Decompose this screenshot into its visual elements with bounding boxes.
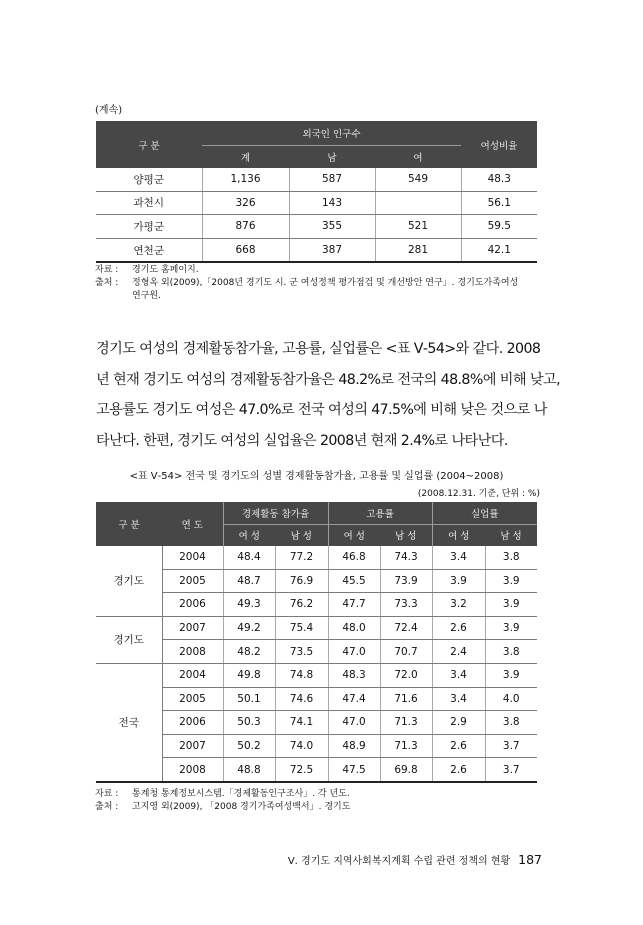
table-cell-value: 48.3 [328,663,380,687]
table-cell-female: 521 [375,215,461,239]
source-origin-cont: 연구원. [132,291,161,301]
body-paragraph: 경기도 여성의 경제활동참가율, 고용률, 실업률은 <표 Ⅴ-54>와 같다. 2008 년 현재 경기도 여성의 경제활동참가율은 48.2%로 전국의 48.8%에 비해 낮고, 고용률도 경기도 여성은 47.0%로 전국 여성의 47.5%에 비해 낮은 것으로 나 타난다. 한편, 경기도 여성의 실업율은 2008년 현재 2.4%로 나타난다. [96,341,560,449]
foreign-population-table [96,121,537,263]
table-cell-value: 49.3 [223,593,275,617]
sub-female-header: 여 성 [432,524,485,546]
table-cell-total: 668 [202,238,289,262]
col-unemployment-header: 실업률 [432,502,537,524]
table-cell-total: 1,136 [202,168,289,191]
table-cell-value: 74.0 [275,734,328,758]
table-cell-value: 74.3 [380,546,432,569]
table-cell-value: 4.0 [485,687,537,711]
table-cell-total: 876 [202,215,289,239]
table-cell-ratio: 59.5 [461,215,537,239]
table-cell-value: 76.2 [275,593,328,617]
table-cell-value: 49.8 [223,663,275,687]
table-cell-female: 281 [375,238,461,262]
table-row [96,663,537,687]
table-row [96,593,537,617]
table-cell-value: 3.7 [485,758,537,782]
table-cell-value: 3.2 [432,593,485,617]
table-cell-value: 47.0 [328,711,380,735]
table-cell-value: 3.4 [432,687,485,711]
table-row [96,687,537,711]
table-cell-value: 3.9 [485,663,537,687]
col-region-header: 구 분 [96,121,202,168]
table-cell-value: 2.9 [432,711,485,735]
table-row [96,734,537,758]
table-cell-region: 과천시 [96,191,202,215]
table-cell-value: 50.3 [223,711,275,735]
table-cell-value: 2.6 [432,616,485,640]
table-cell-female [375,191,461,215]
table-cell-value: 48.4 [223,546,275,569]
table-cell-male: 387 [289,238,375,262]
table-cell-ratio: 42.1 [461,238,537,262]
table-cell-value: 46.8 [328,546,380,569]
col-total-header: 계 [202,145,289,168]
sub-male-header: 남 성 [275,524,328,546]
table-cell-value: 75.4 [275,616,328,640]
table-row [96,238,537,262]
table-cell-year: 2005 [162,687,223,711]
table-row [96,640,537,664]
table-cell-region: 전국 [96,663,162,781]
table-cell-value: 71.3 [380,711,432,735]
table-cell-region: 양평군 [96,168,202,191]
table-cell-value: 48.0 [328,616,380,640]
col-ratio-header: 여성비율 [461,121,537,168]
table-cell-male: 587 [289,168,375,191]
table-cell-value: 50.2 [223,734,275,758]
table-cell-male: 355 [289,215,375,239]
table-cell-year: 2005 [162,569,223,593]
table-cell-value: 73.5 [275,640,328,664]
table-cell-value: 47.7 [328,593,380,617]
table-cell-value: 3.4 [432,663,485,687]
table-cell-value: 47.4 [328,687,380,711]
table-cell-value: 74.1 [275,711,328,735]
table-row [96,711,537,735]
table-row [96,569,537,593]
table-cell-value: 74.8 [275,663,328,687]
table-row [96,191,537,215]
table-cell-year: 2007 [162,616,223,640]
table-cell-value: 48.7 [223,569,275,593]
table-cell-year: 2004 [162,663,223,687]
economic-activity-table [96,502,537,783]
sub-male-header: 남 성 [485,524,537,546]
table-cell-value: 3.9 [432,569,485,593]
table-row [96,758,537,782]
table-cell-value: 73.3 [380,593,432,617]
table-cell-value: 3.8 [485,711,537,735]
table-cell-value: 2.6 [432,734,485,758]
col-employment-header: 고용률 [328,502,432,524]
table1-source: 자료 : 경기도 홈페이지. 출처 : 정형옥 외(2009),「2008년 경기도 시. 군 여성정책 평가점검 및 개선방안 연구」. 경기도가족여성 연구원. [95,265,519,301]
table-cell-year: 2008 [162,640,223,664]
col-participation-header: 경제활동 참가율 [223,502,328,524]
table-cell-year: 2004 [162,546,223,569]
sub-male-header: 남 성 [380,524,432,546]
table-row [96,168,537,191]
source-origin: 고지영 외(2009), 「2008 경기가족여성백서」. 경기도 [132,802,351,812]
table-cell-value: 48.8 [223,758,275,782]
source-data: 경기도 홈페이지. [132,265,199,275]
table-cell-value: 71.3 [380,734,432,758]
table-cell-ratio: 56.1 [461,191,537,215]
table-cell-value: 48.9 [328,734,380,758]
table-cell-value: 73.9 [380,569,432,593]
table-cell-value: 3.4 [432,546,485,569]
col-region-header: 구 분 [96,502,162,546]
table-cell-female: 549 [375,168,461,191]
table-cell-value: 2.6 [432,758,485,782]
sub-female-header: 여 성 [223,524,275,546]
table-cell-total: 326 [202,191,289,215]
table-cell-value: 50.1 [223,687,275,711]
table-row [96,546,537,569]
table-cell-value: 47.0 [328,640,380,664]
table-cell-year: 2008 [162,758,223,782]
sub-female-header: 여 성 [328,524,380,546]
table-cell-value: 2.4 [432,640,485,664]
table-cell-region: 경기도 [96,616,162,663]
table-cell-value: 76.9 [275,569,328,593]
page-footer [288,852,542,867]
page-number: 187 [518,852,542,867]
table-cell-value: 47.5 [328,758,380,782]
col-group-header: 외국인 인구수 [202,121,461,145]
table-cell-value: 3.9 [485,569,537,593]
table2-caption: <표 Ⅴ-54> 전국 및 경기도의 성별 경제활동참가율, 고용률 및 실업률 (2004~2008) [129,471,504,482]
table2-note: (2008.12.31. 기준, 단위 : %) [417,489,540,499]
continuation-label: (계속) [95,105,123,116]
table-cell-value: 45.5 [328,569,380,593]
table-cell-value: 72.4 [380,616,432,640]
table-cell-value: 49.2 [223,616,275,640]
table-cell-value: 71.6 [380,687,432,711]
table-cell-value: 3.8 [485,546,537,569]
table-cell-region: 경기도 [96,546,162,616]
table-cell-male: 143 [289,191,375,215]
table-row [96,215,537,239]
table-cell-value: 72.5 [275,758,328,782]
table-cell-value: 3.9 [485,593,537,617]
chapter-title: Ⅴ. 경기도 지역사회복지계획 수립 관련 정책의 현황 [287,856,511,867]
table-cell-value: 69.8 [380,758,432,782]
table-cell-value: 3.7 [485,734,537,758]
source-data: 통계청 통계정보시스템.「경제활동인구조사」. 각 년도. [132,789,350,799]
col-female-header: 여 [375,145,461,168]
table-cell-year: 2007 [162,734,223,758]
col-year-header: 연 도 [162,502,223,546]
table-cell-value: 48.2 [223,640,275,664]
source-origin: 정형옥 외(2009),「2008년 경기도 시. 군 여성정책 평가점검 및 개선방안 연구」. 경기도가족여성 [132,278,519,288]
col-male-header: 남 [289,145,375,168]
table-cell-value: 77.2 [275,546,328,569]
table2-source: 자료 : 통계청 통계정보시스템.「경제활동인구조사」. 각 년도. 출처 : 고지영 외(2009), 「2008 경기가족여성백서」. 경기도 [95,789,351,812]
table-cell-ratio: 48.3 [461,168,537,191]
table-cell-value: 3.9 [485,616,537,640]
table-row [96,616,537,640]
table-cell-year: 2006 [162,711,223,735]
table-cell-year: 2006 [162,593,223,617]
table-cell-value: 74.6 [275,687,328,711]
table-cell-region: 연천군 [96,238,202,262]
table-cell-region: 가평군 [96,215,202,239]
table-cell-value: 72.0 [380,663,432,687]
table-cell-value: 3.8 [485,640,537,664]
table-cell-value: 70.7 [380,640,432,664]
